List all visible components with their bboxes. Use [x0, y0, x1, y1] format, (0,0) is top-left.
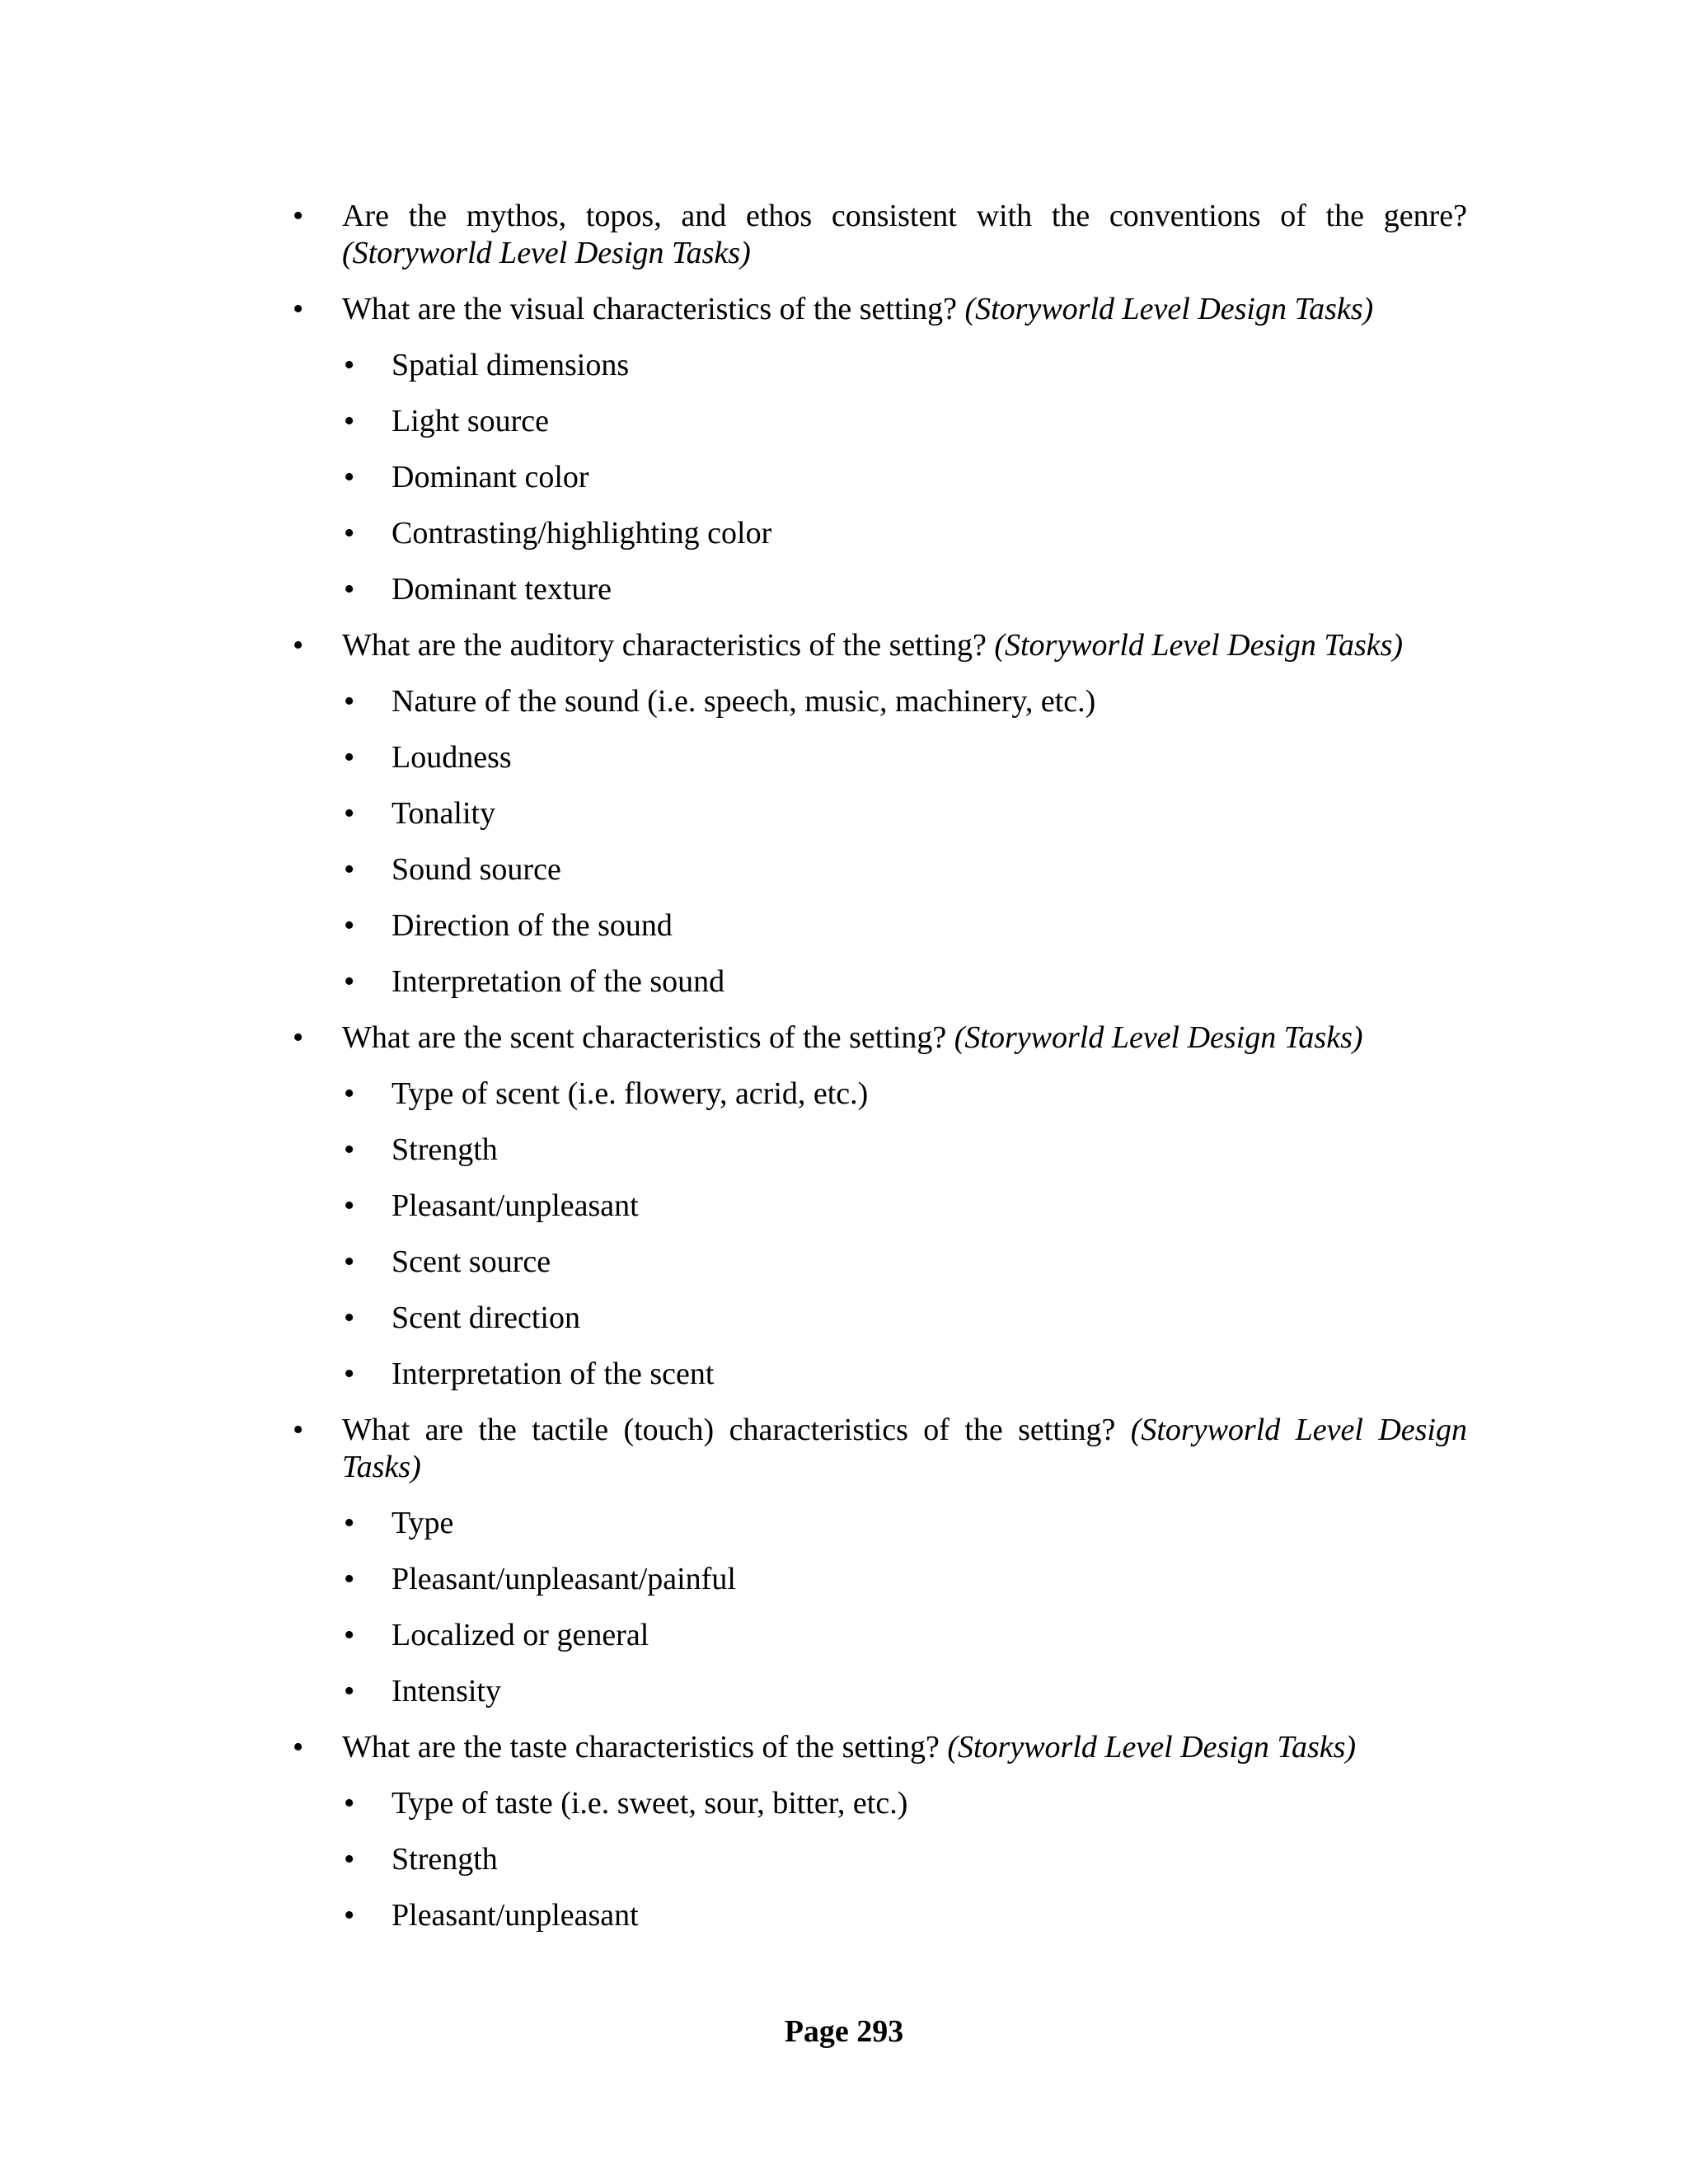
bullet-icon: •: [344, 1842, 355, 1877]
item-text: Pleasant/unpleasant: [392, 1188, 639, 1223]
list-item: [293, 291, 1467, 328]
sub-list-item: [342, 347, 1467, 384]
item-text: Scent direction: [392, 1301, 580, 1335]
item-text: Type of scent (i.e. flowery, acrid, etc.): [392, 1076, 869, 1111]
item-citation: (Storyworld Level Design Tasks): [994, 628, 1404, 663]
sub-list-item: [342, 1841, 1467, 1878]
page-number: Page 293: [784, 2014, 904, 2049]
sub-list-item: [342, 1244, 1467, 1281]
item-text: Pleasant/unpleasant: [392, 1898, 639, 1933]
sub-list-item: [342, 683, 1467, 720]
bullet-icon: •: [344, 1898, 355, 1933]
sub-list-item: [342, 795, 1467, 832]
item-text: Localized or general: [392, 1618, 649, 1652]
item-text: Type: [392, 1506, 454, 1540]
item-text: Spatial dimensions: [392, 348, 630, 382]
sub-list-item: [342, 851, 1467, 888]
bullet-icon: •: [344, 1301, 355, 1335]
item-citation: (Storyworld Level Design Tasks): [964, 292, 1374, 326]
item-text: Dominant texture: [392, 572, 612, 607]
sub-list-item: [342, 403, 1467, 440]
bullet-icon: •: [344, 740, 355, 775]
item-text: Nature of the sound (i.e. speech, music, machinery, etc.): [392, 684, 1096, 719]
sub-list-item: [342, 1561, 1467, 1598]
bullet-icon: •: [344, 796, 355, 831]
bullet-icon: •: [344, 1786, 355, 1821]
item-citation: (Storyworld Level Design Tasks): [342, 236, 751, 270]
bullet-icon: •: [344, 852, 355, 887]
bullet-icon: •: [344, 684, 355, 719]
item-text: Scent source: [392, 1244, 551, 1279]
sub-list-item: [342, 1356, 1467, 1393]
item-text: Sound source: [392, 852, 561, 887]
sub-list-item: [342, 1505, 1467, 1542]
item-text: Strength: [392, 1132, 498, 1167]
bullet-icon: •: [293, 1730, 304, 1765]
item-text: Dominant color: [392, 460, 589, 494]
list-item: [293, 1019, 1467, 1057]
sub-list-item: [342, 907, 1467, 944]
item-text: What are the taste characteristics of the setting?: [342, 1730, 948, 1765]
item-text: Strength: [392, 1842, 498, 1877]
bullet-icon: •: [344, 1132, 355, 1167]
sub-list-item: [342, 571, 1467, 608]
bullet-icon: •: [344, 460, 355, 494]
bullet-icon: •: [344, 1188, 355, 1223]
item-text: Light source: [392, 404, 550, 438]
bullet-icon: •: [344, 1244, 355, 1279]
item-text: Are the mythos, topos, and ethos consistent with the conventions of the genre?: [342, 199, 1467, 233]
list-item: [293, 627, 1467, 664]
list-item: [293, 1412, 1467, 1486]
item-text: Interpretation of the scent: [392, 1357, 715, 1391]
bullet-icon: •: [293, 292, 304, 326]
item-citation: (Storyworld Level Design Tasks): [947, 1730, 1357, 1765]
bullet-icon: •: [293, 628, 304, 663]
sub-list-item: [342, 1188, 1467, 1225]
bullet-icon: •: [344, 964, 355, 999]
bullet-icon: •: [344, 1674, 355, 1708]
bullet-icon: •: [344, 1562, 355, 1596]
sub-list-item: [342, 1132, 1467, 1169]
item-text: What are the visual characteristics of the setting?: [342, 292, 965, 326]
bullet-icon: •: [293, 1413, 304, 1447]
bullet-icon: •: [293, 199, 304, 233]
item-text: What are the auditory characteristics of the setting?: [342, 628, 995, 663]
bullet-icon: •: [344, 348, 355, 382]
item-text: Direction of the sound: [392, 908, 673, 943]
bullet-icon: •: [344, 908, 355, 943]
item-text: Pleasant/unpleasant/painful: [392, 1562, 736, 1596]
sub-list-item: [342, 1076, 1467, 1113]
bullet-icon: •: [344, 1618, 355, 1652]
sub-list-item: [342, 1300, 1467, 1337]
item-citation: (Storyworld Level Design Tasks): [954, 1020, 1363, 1055]
item-text: Loudness: [392, 740, 512, 775]
sub-list-item: [342, 963, 1467, 1001]
list-item: [293, 198, 1467, 272]
sub-list-item: [342, 1673, 1467, 1710]
item-text: What are the tactile (touch) characteristics of the setting?: [342, 1413, 1131, 1447]
bullet-icon: •: [344, 516, 355, 551]
item-text: Type of taste (i.e. sweet, sour, bitter, etc.): [392, 1786, 908, 1821]
item-text: Contrasting/highlighting color: [392, 516, 772, 551]
sub-list-item: [342, 1897, 1467, 1934]
bullet-icon: •: [344, 1076, 355, 1111]
sub-list-item: [342, 1785, 1467, 1822]
list-item: [293, 1729, 1467, 1766]
sub-list-item: [342, 459, 1467, 496]
item-text: What are the scent characteristics of the setting?: [342, 1020, 954, 1055]
bullet-icon: •: [344, 404, 355, 438]
item-text: Intensity: [392, 1674, 501, 1708]
bullet-icon: •: [293, 1020, 304, 1055]
sub-list-item: [342, 739, 1467, 776]
sub-list-item: [342, 515, 1467, 552]
item-text: Interpretation of the sound: [392, 964, 725, 999]
sub-list-item: [342, 1617, 1467, 1654]
bullet-icon: •: [344, 1357, 355, 1391]
bullet-icon: •: [344, 572, 355, 607]
bullet-icon: •: [344, 1506, 355, 1540]
item-text: Tonality: [392, 796, 496, 831]
bullet-list: [293, 198, 1467, 1953]
item-citation: (Storyworld Level Design Tasks): [342, 1413, 1467, 1484]
